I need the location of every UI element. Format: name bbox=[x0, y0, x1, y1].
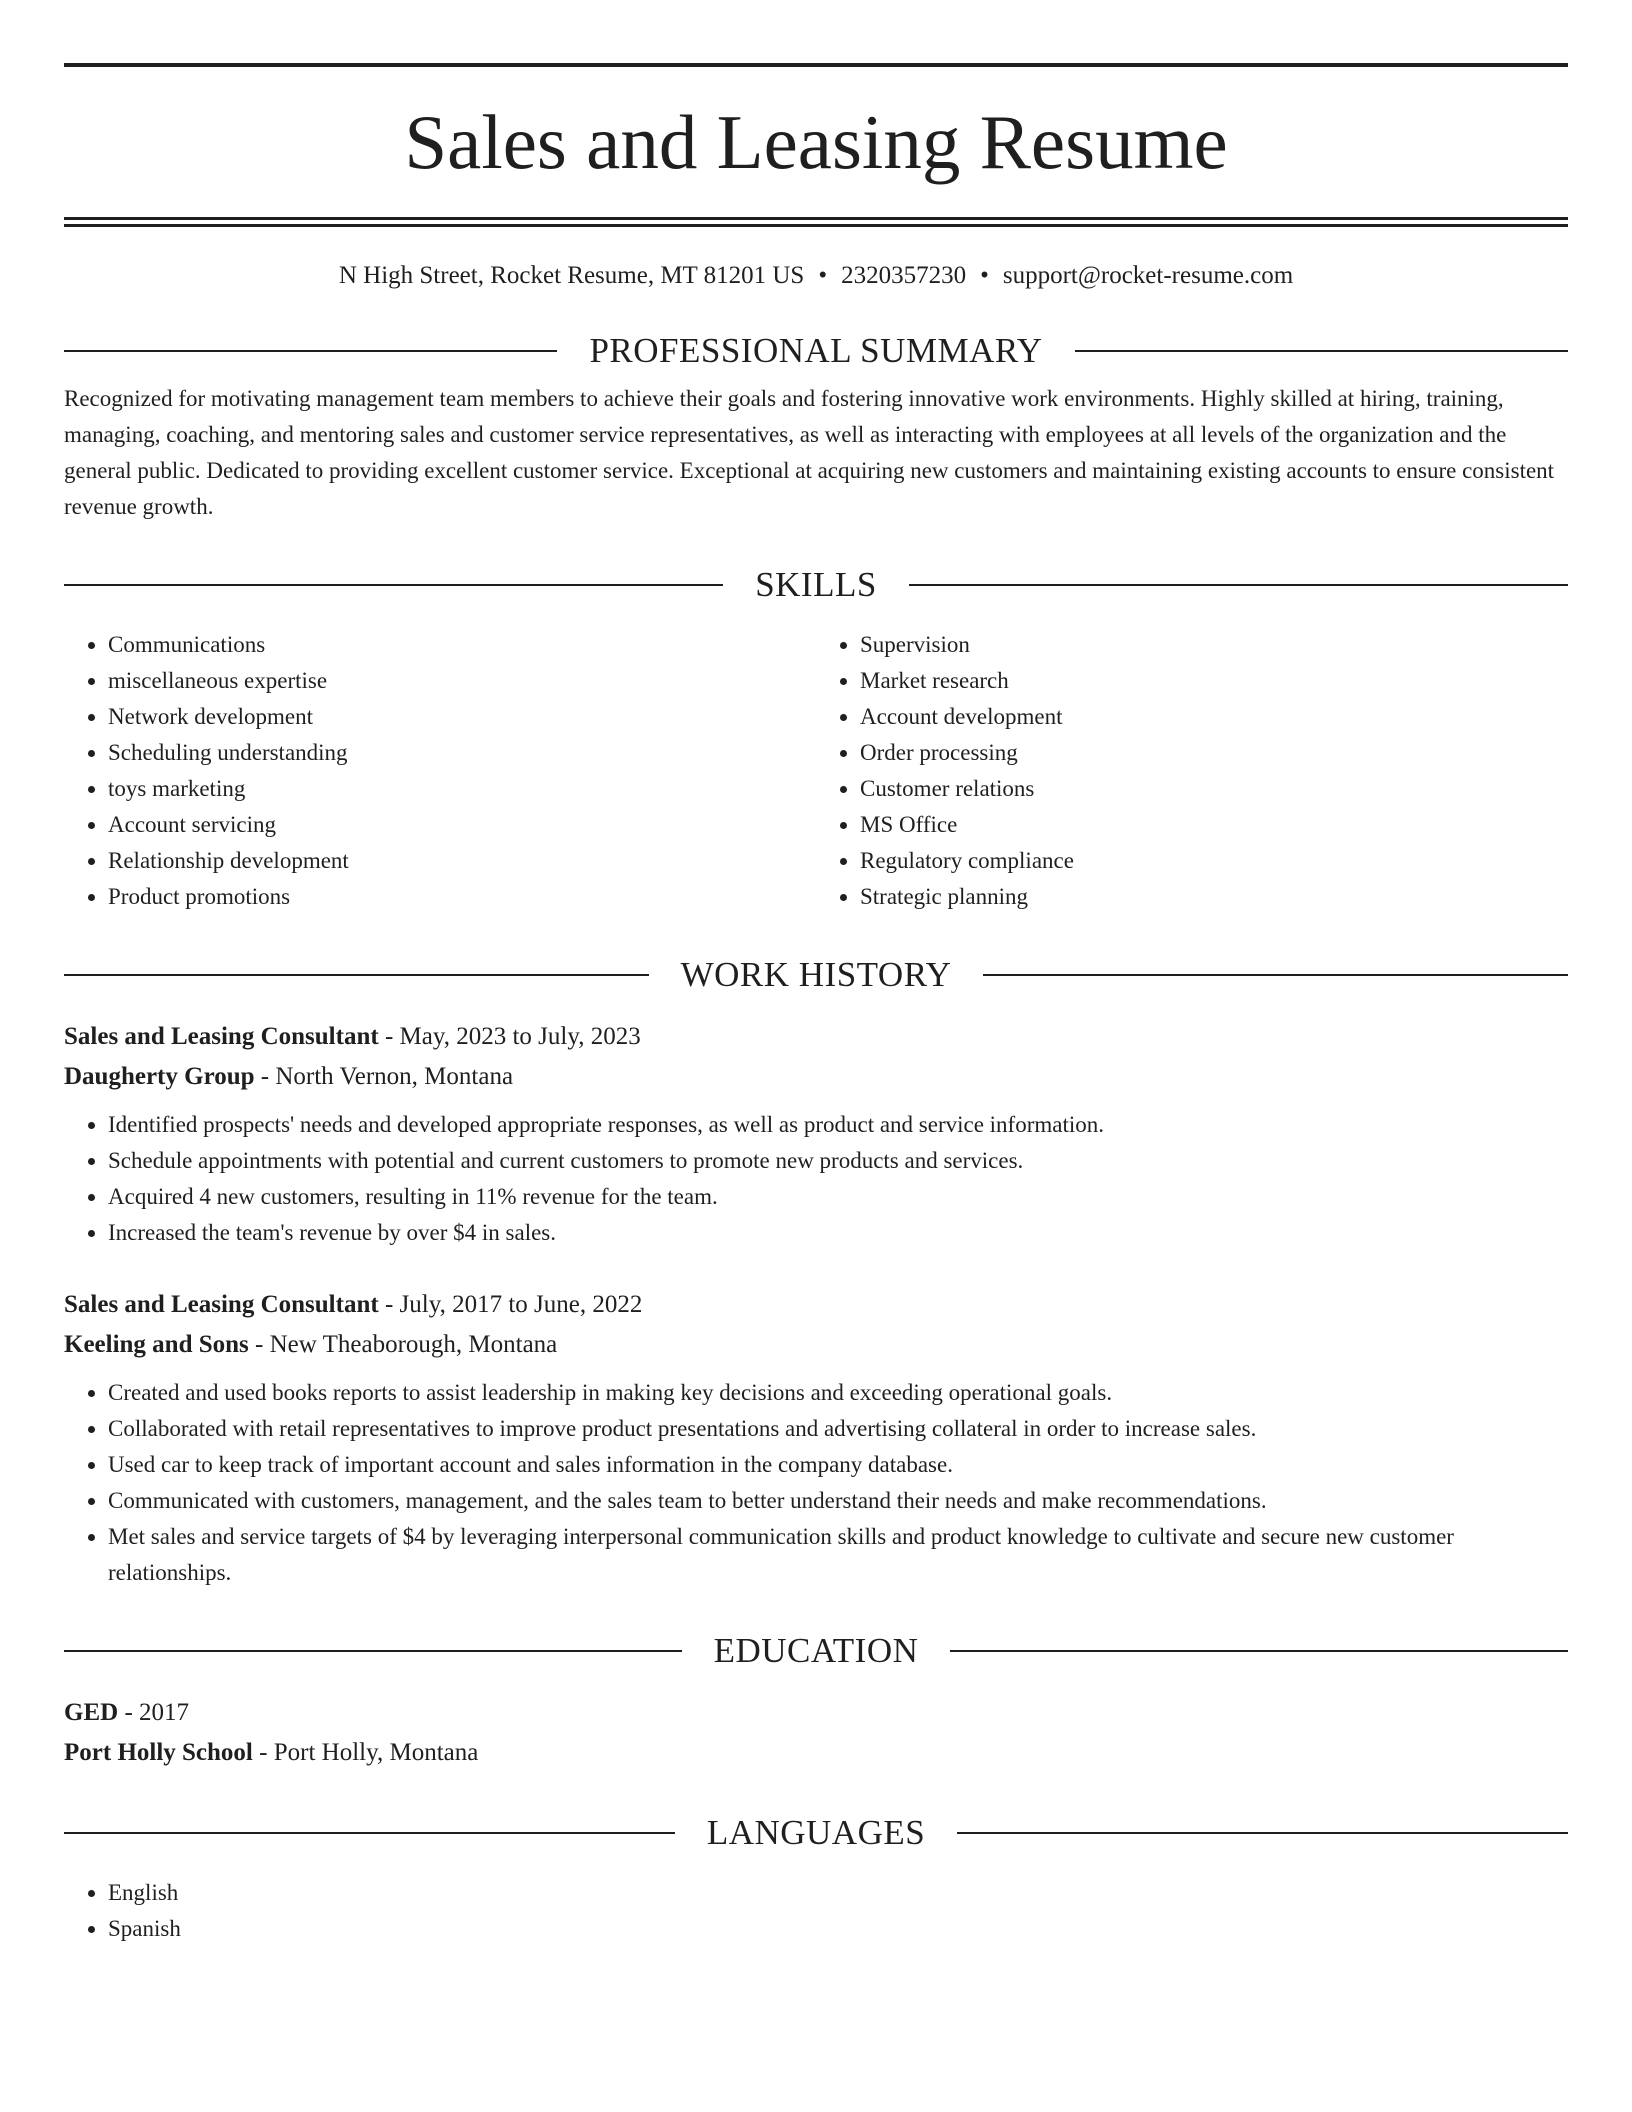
section-header-languages bbox=[64, 1813, 1568, 1853]
divider-line bbox=[64, 1832, 675, 1834]
job-bullet: • Collaborated with retail representatives to improve product presentations and advertising collateral in order to increase sales. bbox=[108, 1411, 1568, 1447]
job-title-line bbox=[64, 1017, 1568, 1057]
job-title: Sales and Leasing Consultant bbox=[64, 1023, 379, 1050]
job-company: Daugherty Group bbox=[64, 1063, 255, 1090]
section-header-summary bbox=[64, 331, 1568, 371]
skills-columns bbox=[64, 627, 1568, 915]
skill-item: • Relationship development bbox=[108, 843, 816, 879]
job-company-line bbox=[64, 1325, 1568, 1365]
section-header-education bbox=[64, 1631, 1568, 1671]
job-dates: - May, 2023 to July, 2023 bbox=[378, 1023, 641, 1050]
divider-line bbox=[957, 1832, 1568, 1834]
skill-item: • Product promotions bbox=[108, 879, 816, 915]
education-year: - 2017 bbox=[118, 1699, 190, 1726]
skill-item: • toys marketing bbox=[108, 771, 816, 807]
education-location: - Port Holly, Montana bbox=[252, 1739, 479, 1766]
job-bullet: • Communicated with customers, management, and the sales team to better understand their needs and make recommendations. bbox=[108, 1483, 1568, 1519]
section-header-skills bbox=[64, 565, 1568, 605]
skill-item: • miscellaneous expertise bbox=[108, 663, 816, 699]
skill-item: • Supervision bbox=[860, 627, 1568, 663]
skill-item: • Strategic planning bbox=[860, 879, 1568, 915]
job-company-line bbox=[64, 1057, 1568, 1097]
resume-title: Sales and Leasing Resume bbox=[404, 99, 1228, 185]
divider-line bbox=[64, 1650, 682, 1652]
divider-line bbox=[983, 974, 1568, 976]
job-bullet: • Acquired 4 new customers, resulting in 11% revenue for the team. bbox=[108, 1179, 1568, 1215]
contact-line bbox=[64, 261, 1568, 291]
education-degree-line bbox=[64, 1693, 1568, 1733]
job-title: Sales and Leasing Consultant bbox=[64, 1291, 379, 1318]
skill-item: • Communications bbox=[108, 627, 816, 663]
section-title-summary: PROFESSIONAL SUMMARY bbox=[589, 331, 1043, 370]
skills-list-right bbox=[816, 627, 1568, 915]
education-entry bbox=[64, 1693, 1568, 1773]
education-school-line bbox=[64, 1733, 1568, 1773]
divider-line bbox=[909, 584, 1568, 586]
job-bullets bbox=[64, 1375, 1568, 1591]
job-bullet: • Identified prospects' needs and developed appropriate responses, as well as product and service information. bbox=[108, 1107, 1568, 1143]
job-bullet: • Used car to keep track of important account and sales information in the company database. bbox=[108, 1447, 1568, 1483]
job-entry bbox=[64, 1017, 1568, 1251]
summary-paragraph: Recognized for motivating management team members to achieve their goals and fostering innovative work environments. Highly skilled at hiring, training, managing, coaching, and mentoring sales and customer service representatives, as well as interacting with employees at all levels of the organization and the general public. Dedicated to providing excellent customer service. Exceptional at acquiring new customers and maintaining existing accounts to ensure consistent revenue growth. bbox=[64, 386, 1555, 519]
divider-line bbox=[950, 1650, 1568, 1652]
skill-item: • Scheduling understanding bbox=[108, 735, 816, 771]
job-title-line bbox=[64, 1285, 1568, 1325]
skills-list-left bbox=[64, 627, 816, 915]
divider-line bbox=[64, 584, 723, 586]
section-header-work bbox=[64, 955, 1568, 995]
contact-separator: • bbox=[818, 262, 828, 289]
contact-address: N High Street, Rocket Resume, MT 81201 US bbox=[338, 262, 805, 289]
divider-line bbox=[1075, 350, 1568, 352]
contact-separator: • bbox=[980, 262, 989, 289]
job-dates: - July, 2017 to June, 2022 bbox=[378, 1291, 643, 1318]
job-bullet: • Created and used books reports to assist leadership in making key decisions and exceeding operational goals. bbox=[108, 1375, 1568, 1411]
job-location: - New Theaborough, Montana bbox=[248, 1331, 558, 1358]
skill-item: • Network development bbox=[108, 699, 816, 735]
job-bullets bbox=[64, 1107, 1568, 1251]
education-degree: GED bbox=[64, 1699, 119, 1726]
section-title-work: WORK HISTORY bbox=[680, 955, 952, 994]
contact-email: support@rocket-resume.com bbox=[1002, 262, 1294, 289]
divider-line bbox=[64, 974, 649, 976]
job-entry bbox=[64, 1285, 1568, 1591]
section-title-skills: SKILLS bbox=[755, 565, 877, 604]
job-bullet: • Met sales and service targets of $4 by leveraging interpersonal communication skills and product knowledge to cultivate and secure new customer relationships. bbox=[108, 1519, 1568, 1591]
divider-line bbox=[64, 350, 557, 352]
skill-item: • Order processing bbox=[860, 735, 1568, 771]
skill-item: • Market research bbox=[860, 663, 1568, 699]
job-company: Keeling and Sons bbox=[64, 1331, 249, 1358]
job-bullet: • Increased the team's revenue by over $4 in sales. bbox=[108, 1215, 1568, 1251]
skill-item: • Account development bbox=[860, 699, 1568, 735]
skill-item: • MS Office bbox=[860, 807, 1568, 843]
title-double-rule bbox=[64, 217, 1568, 227]
education-school: Port Holly School bbox=[64, 1739, 253, 1766]
job-location: - North Vernon, Montana bbox=[254, 1063, 514, 1090]
section-title-education: EDUCATION bbox=[713, 1631, 919, 1670]
contact-phone: 2320357230 bbox=[841, 262, 967, 289]
skill-item: • Regulatory compliance bbox=[860, 843, 1568, 879]
skill-item: • Customer relations bbox=[860, 771, 1568, 807]
skill-item: • Account servicing bbox=[108, 807, 816, 843]
section-title-languages: LANGUAGES bbox=[706, 1813, 926, 1852]
job-bullet: • Schedule appointments with potential and current customers to promote new products and services. bbox=[108, 1143, 1568, 1179]
languages-list bbox=[64, 1875, 1568, 1947]
language-item: • Spanish bbox=[108, 1911, 1568, 1947]
language-item: • English bbox=[108, 1875, 1568, 1911]
